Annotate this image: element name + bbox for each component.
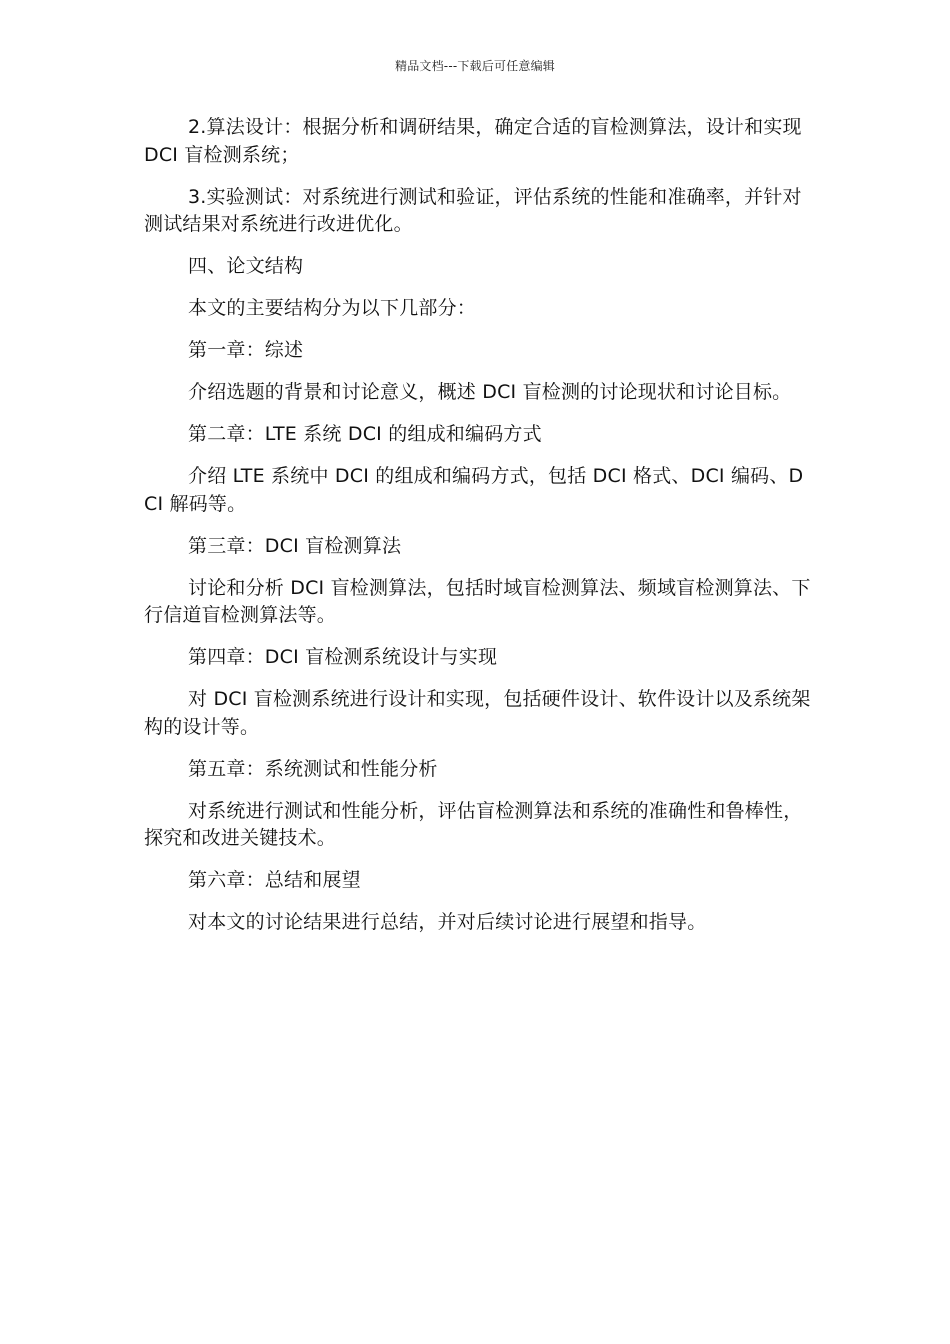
chapter-5-title: 第五章：系统测试和性能分析: [188, 757, 438, 780]
chapter-6-description: 对本文的讨论结果进行总结，并对后续讨论进行展望和指导。: [188, 911, 707, 933]
document-body: [144, 114, 812, 951]
paragraph-algorithm-design: 2.算法设计：根据分析和调研结果，确定合适的盲检测算法，设计和实现 DCI 盲检测系统；: [144, 116, 802, 166]
chapter-4-title: 第四章：DCI 盲检测系统设计与实现: [188, 646, 498, 668]
chapter-5-description: 对系统进行测试和性能分析，评估盲检测算法和系统的准确性和鲁棒性，探究和改进关键技术。: [144, 799, 803, 849]
chapter-2-title: 第二章：LTE 系统 DCI 的组成和编码方式: [188, 423, 542, 445]
paragraph-structure-intro: 本文的主要结构分为以下几部分：: [188, 297, 477, 319]
chapter-3-description: 讨论和分析 DCI 盲检测算法，包括时域盲检测算法、频域盲检测算法、下行信道盲检测算法等。: [144, 576, 811, 626]
header-note: 精品文档---下载后可任意编辑: [395, 59, 555, 73]
chapter-3-title: 第三章：DCI 盲检测算法: [188, 534, 402, 557]
chapter-1-title: 第一章：综述: [188, 339, 304, 361]
chapter-2-description: 介绍 LTE 系统中 DCI 的组成和编码方式，包括 DCI 格式、DCI 编码、DCI 解码等。: [144, 465, 804, 515]
chapter-6-title: 第六章：总结和展望: [188, 869, 361, 891]
paragraph-experiment-test: 3.实验测试：对系统进行测试和验证，评估系统的性能和准确率，并针对测试结果对系统进行改进优化。: [144, 185, 802, 235]
section-heading-thesis-structure: 四、论文结构: [188, 255, 304, 277]
chapter-4-description: 对 DCI 盲检测系统进行设计和实现，包括硬件设计、软件设计以及系统架构的设计等。: [144, 688, 811, 738]
chapter-1-description: 介绍选题的背景和讨论意义，概述 DCI 盲检测的讨论现状和讨论目标。: [188, 381, 792, 403]
